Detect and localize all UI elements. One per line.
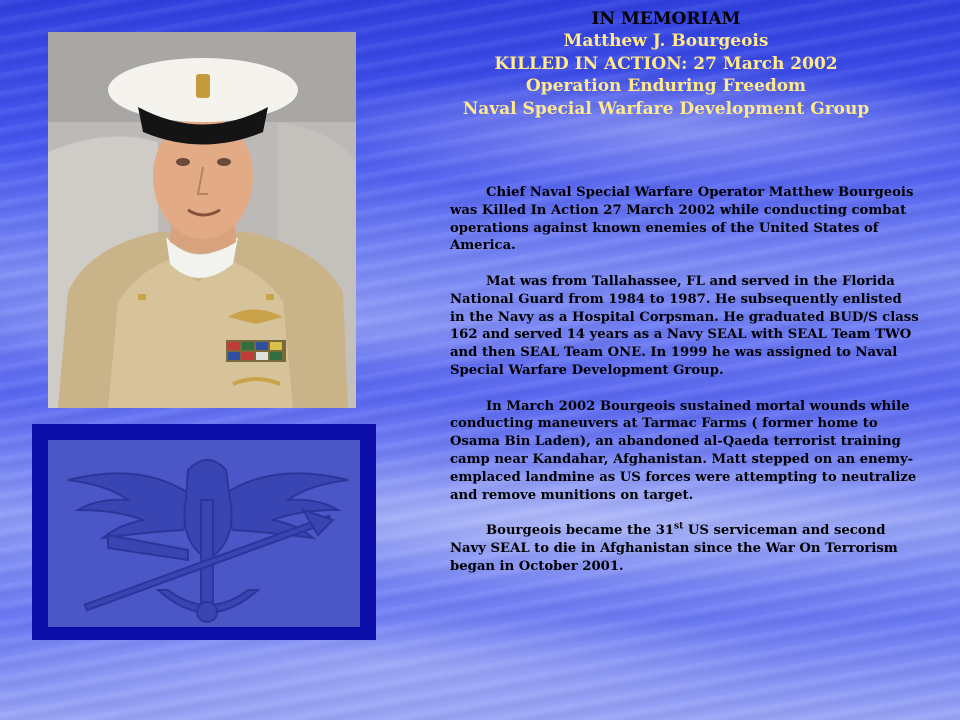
header-in-memoriam: IN MEMORIAM — [591, 9, 741, 29]
paragraph-kia-summary: Chief Naval Special Warfare Operator Matthew Bourgeois was Killed In Action 27 March 2002 while conducting combat operations against known enemies of the United States of America. — [450, 185, 914, 254]
memorial-header — [400, 8, 932, 120]
header-operation: Operation Enduring Freedom — [525, 76, 807, 97]
seal-trident-emblem — [48, 440, 360, 627]
header-kia-date: KILLED IN ACTION: 27 March 2002 — [494, 53, 838, 74]
paragraph-significance-end: US serviceman and second Navy SEAL to die in Afghanistan since the War On Terrorism began in October 2001. — [450, 523, 898, 574]
seal-emblem-frame — [32, 424, 376, 640]
paragraph-significance-start: Bourgeois became the 31 — [486, 523, 675, 539]
ordinal-suffix: st — [674, 521, 684, 532]
portrait-photo — [48, 32, 356, 408]
memorial-body — [450, 184, 920, 593]
paragraph-service-history: Mat was from Tallahassee, FL and served in the Florida National Guard from 1984 to 1987. He subsequently enlisted in the Navy as a Hospital Corpsman. He graduated BUD/S class 162 and served 14 years as a Navy SEAL with SEAL Team TWO and then SEAL Team ONE. In 1999 he was assigned to Naval Special Warfare Development Group. — [450, 273, 919, 378]
header-unit: Naval Special Warfare Development Group — [462, 98, 870, 119]
paragraph-significance — [450, 522, 920, 575]
eagle-trident-icon — [48, 440, 360, 627]
header-name: Matthew J. Bourgeois — [563, 31, 769, 52]
portrait-illustration — [48, 32, 356, 408]
paragraph-incident: In March 2002 Bourgeois sustained mortal wounds while conducting maneuvers at Tarmac Farms ( former home to Osama Bin Laden), an abandoned al-Qaeda terrorist training camp near Kandahar, Afghanistan. Matt stepped on an enemy-emplaced landmine as US forces were attempting to neutralize and remove munitions on target. — [450, 398, 917, 503]
